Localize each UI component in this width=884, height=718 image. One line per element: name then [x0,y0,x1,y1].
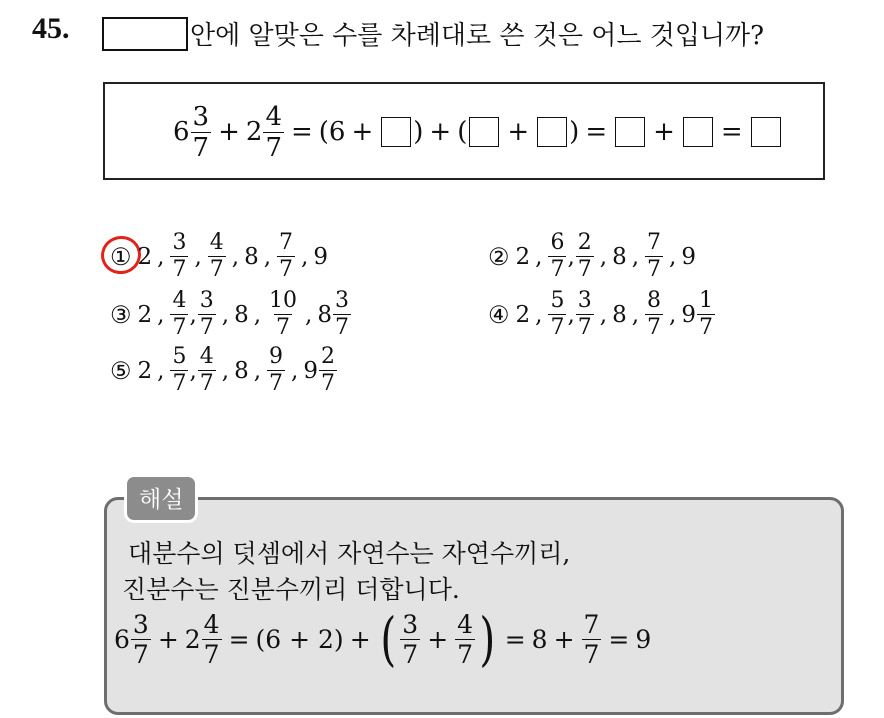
answer-blank-4[interactable] [615,117,645,147]
sol-frac-3 [400,609,420,669]
comma: , [567,301,575,328]
question-title [102,15,764,52]
den: 7 [199,371,214,396]
equals: = [228,624,250,654]
eq-open-2: ( [457,117,468,147]
den: 7 [172,257,187,282]
den: 7 [577,257,592,282]
num: 5 [172,344,187,369]
num: 2 [321,344,335,369]
num: 4 [199,344,214,369]
eq-plus-3: + [429,117,452,147]
choice-3-e-frac [333,290,351,339]
eq-plus-1: + [218,117,240,147]
num: 4 [209,230,224,255]
comma: , [263,243,272,270]
solution-equation [114,605,652,673]
eq-num-2: 4 [265,101,282,132]
sol-frac-5 [582,609,602,669]
den: 7 [132,639,149,669]
choice-1[interactable] [110,232,328,281]
num: 3 [402,609,419,639]
choice-2-c: 8 [612,243,627,270]
choice-2[interactable] [488,232,696,281]
choice-4-mark: ④ [488,300,510,329]
comma: , [221,357,230,384]
den: 7 [335,315,349,340]
num: 3 [335,288,349,313]
num: 8 [647,288,662,313]
num: 7 [583,609,600,639]
choice-4-a: 2 [515,301,531,328]
choice-4-f1 [548,290,566,339]
choice-4-c: 8 [612,301,627,328]
num: 4 [172,288,187,313]
den: 7 [577,315,592,340]
den: 7 [172,315,187,340]
den: 7 [402,639,419,669]
sol-frac-4 [455,609,475,669]
solution-box [104,497,844,715]
choice-3-mark: ③ [110,300,132,329]
solution-line-1: 대분수의 덧셈에서 자연수는 자연수끼리, [128,539,571,568]
eq-equals-2: = [585,117,608,147]
comma: , [291,357,299,384]
comma: , [305,301,313,328]
choice-1-f1 [170,232,188,281]
num: 7 [647,230,662,255]
den: 7 [199,315,214,340]
choice-2-mark: ② [488,242,510,271]
choice-1-f2 [208,232,226,281]
question-number: 45. [32,12,70,45]
den: 7 [321,371,335,396]
equation-box [103,82,825,180]
eq-plus-4: + [507,117,530,147]
comma: , [231,243,240,270]
choice-4-f3 [645,290,663,339]
comma: , [631,243,640,270]
den: 7 [269,371,284,396]
choice-2-f2 [576,232,594,281]
comma: , [189,301,197,328]
comma: , [535,301,543,328]
comma: , [301,243,309,270]
choice-1-c: 8 [244,243,259,270]
answer-blank-1[interactable] [381,117,411,147]
num: 3 [199,288,214,313]
choice-5-a: 2 [137,357,153,384]
choice-4-e-whole: 9 [681,301,696,328]
answer-blank-3[interactable] [537,117,567,147]
den: 7 [172,371,187,396]
num: 3 [132,609,149,639]
eq-equals-1: = [290,117,313,147]
eq-open-six: (6 [318,117,346,147]
num: 6 [550,230,565,255]
plus: + [427,624,449,654]
eq-plus-5: + [653,117,675,147]
den: 7 [647,257,662,282]
eq-den-1: 7 [192,132,210,163]
blank-box-icon [102,17,188,51]
den: 7 [550,257,565,282]
answer-blank-5[interactable] [683,117,713,147]
eq-fraction-1 [191,101,212,163]
answer-blank-2[interactable] [469,117,499,147]
comma: , [669,301,677,328]
choice-1-mark: ① [110,242,132,271]
eq-den-2: 7 [265,132,282,163]
sol-frac-1 [131,609,151,669]
plus: + [553,624,575,654]
eq-whole-2: 2 [245,117,263,147]
eq-num-1: 3 [192,101,210,132]
choice-2-f3 [645,232,663,281]
comma: , [599,243,608,270]
den: 7 [699,315,713,340]
big-open-paren: ( [380,605,396,673]
equals: = [608,624,630,654]
plus: + [349,624,371,654]
num: 2 [577,230,592,255]
comma: , [189,357,197,384]
den: 7 [276,315,291,340]
den: 7 [583,639,600,669]
eq-equals-3: = [720,117,743,147]
eq-close-2: ) [569,117,580,147]
choice-3[interactable] [110,290,352,339]
num: 5 [550,288,565,313]
den: 7 [209,257,224,282]
choice-5-c: 8 [234,357,249,384]
den: 7 [550,315,565,340]
plus: + [157,624,179,654]
choice-5[interactable] [110,346,338,395]
num: 9 [269,344,284,369]
choice-5-f2 [198,346,216,395]
num: 3 [577,288,592,313]
sol-whole-1: 6 [114,624,130,654]
comma: , [157,243,165,270]
num: 1 [699,288,713,313]
sol-group-1: (6 + 2) [255,624,344,654]
equation-row [173,102,783,162]
comma: , [194,243,202,270]
comma: , [253,301,262,328]
comma: , [567,243,575,270]
choice-5-e-whole: 9 [303,357,318,384]
question-text: 안에 알맞은 수를 차례대로 쓴 것은 어느 것입니까? [190,21,765,51]
num: 7 [279,230,294,255]
choice-1-a: 2 [137,243,153,270]
den: 7 [203,639,220,669]
big-close-paren: ) [479,605,496,673]
comma: , [157,301,165,328]
eq-plus-2: + [351,117,374,147]
eq-whole-1: 6 [173,117,190,147]
num: 3 [172,230,187,255]
num: 10 [269,288,298,313]
choice-3-f1 [170,290,188,339]
den: 7 [647,315,662,340]
choice-3-f2 [198,290,216,339]
comma: , [631,301,640,328]
answer-blank-6[interactable] [751,117,781,147]
choice-5-e-frac [319,346,337,395]
comma: , [669,243,677,270]
choice-3-f3 [267,290,299,339]
choice-3-a: 2 [137,301,153,328]
choice-5-mark: ⑤ [110,356,132,385]
choice-5-f3 [267,346,285,395]
sol-frac-2 [202,609,222,669]
choice-1-e: 9 [313,243,328,270]
equals: = [504,624,526,654]
sol-eight: 8 [531,624,548,654]
sol-whole-2: 2 [184,624,201,654]
choice-3-e-whole: 8 [317,301,332,328]
choice-1-f3 [277,232,295,281]
comma: , [599,301,608,328]
solution-tag: 해설 [124,474,198,523]
comma: , [221,301,230,328]
choice-2-a: 2 [515,243,531,270]
choice-4-f2 [576,290,594,339]
num: 4 [457,609,474,639]
choice-2-e: 9 [681,243,696,270]
choice-5-f1 [170,346,188,395]
solution-line-2: 진분수는 진분수끼리 더합니다. [122,575,460,604]
eq-close-1: ) [413,117,424,147]
choice-4[interactable] [488,290,716,339]
eq-fraction-2 [263,101,284,163]
comma: , [535,243,543,270]
choice-3-c: 8 [234,301,249,328]
num: 4 [203,609,220,639]
choice-2-f1 [548,232,566,281]
comma: , [157,357,165,384]
comma: , [253,357,262,384]
sol-result: 9 [635,624,652,654]
den: 7 [279,257,294,282]
choice-4-e-frac [697,290,715,339]
den: 7 [457,639,474,669]
